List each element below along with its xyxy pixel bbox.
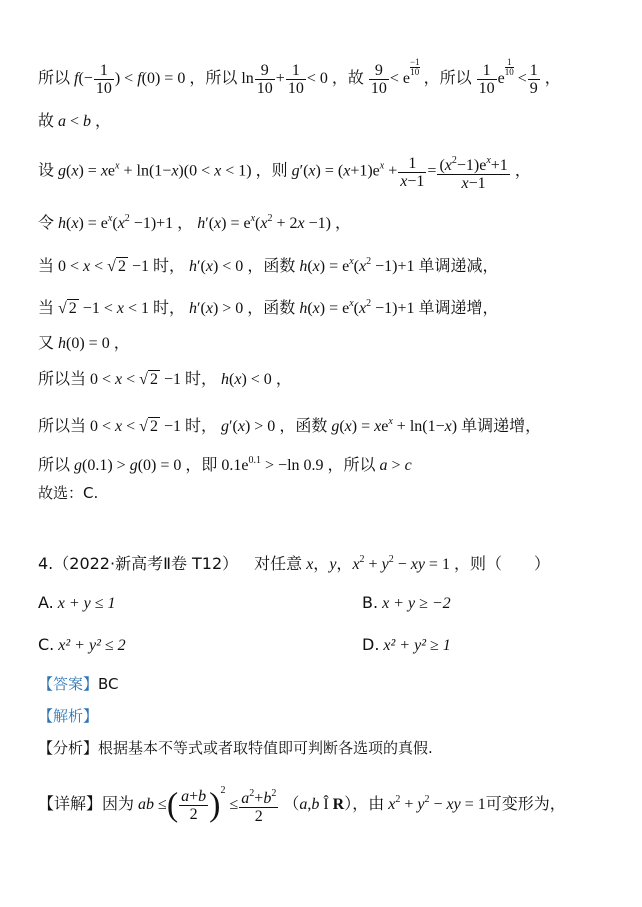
- xiangjie-tag: 【详解】: [38, 794, 103, 813]
- option-b[interactable]: B. x + y ≥ −2: [362, 593, 451, 612]
- answer-tag: 【答案】: [38, 675, 99, 693]
- fenxi-text: 根据基本不等式或者取特值即可判断各选项的真假.: [98, 739, 433, 757]
- fraction: $\frac{1}{9}$: [529, 61, 538, 97]
- solution-line-5: 当 0 < x < √ 2 −1 时， h′(x) < 0 ，函数 $h(x) = e^x(x^2 -1)+1$ 单调递减，: [38, 256, 499, 275]
- fraction: $\frac{9}{10}$: [370, 61, 387, 97]
- fraction: $\frac{(x^2-1)e^x+1}{x-1}$: [437, 152, 509, 192]
- solution-line-2: 故 a < b ，: [38, 111, 112, 130]
- solution-line-10: 所以 g(0.1) > g(0) = 0 ，即 $0.1e^{0.1} > -\ln$ 0.9 ，所以 a > c: [38, 455, 412, 474]
- answer-value: BC: [98, 675, 119, 693]
- xiangjie-line: 【详解】因为 ab ≤( $\frac{a+b}{2}$ )$^2$ ≤ $\frac{a^2+b^2}{2}$ （a,b Î R），由 $x^2 + y^2$ − xy = 1可变形为，: [38, 785, 566, 826]
- solution-line-1: 所以 f(− $\frac{1}{10}$ ) < f(0) = 0 ，所以 ln $\frac{9}{10}$ + $\frac{1}{10}$ < 0 ，故 $\frac{9}{10}$ < e $\frac{-1}{10}$ ，所以 $\frac{1}{10}$ e $\frac{1}{10}$ < $\frac{1}{9}$ ，: [38, 57, 561, 97]
- solution-conclusion: 故选：C.: [38, 484, 99, 502]
- question-stem: 4.（2022·新高考Ⅱ卷 T12） 对任意 x，y，$x^2 + y^2$ − xy = 1 ，则（ ）: [38, 554, 550, 573]
- fraction: $\frac{1}{10}$: [95, 61, 112, 97]
- fraction: $\frac{a^2+b^2}{2}$: [239, 785, 278, 825]
- fraction: $\frac{1}{x-1}$: [400, 154, 425, 190]
- analysis-line: [38, 705, 98, 727]
- fraction: $\frac{1}{10}$: [287, 61, 304, 97]
- analysis-tag: 【解析】: [38, 707, 99, 725]
- fraction: $\frac{a+b}{2}$: [181, 787, 207, 823]
- fenxi-tag: 【分析】: [38, 739, 99, 757]
- solution-line-6: 当 √ 2 −1 < x < 1 时， h′(x) > 0 ，函数 $h(x) = e^x(x^2 -1)+1$ 单调递增，: [38, 298, 499, 317]
- option-c[interactable]: C. x² + y² ≤ 2: [38, 635, 126, 654]
- fenxi-line: [38, 737, 433, 759]
- fraction: $\frac{1}{10}$: [478, 61, 495, 97]
- option-d[interactable]: D. x² + y² ≥ 1: [362, 635, 451, 654]
- solution-line-9: 所以当 0 < x < √ 2 −1 时， g′(x) > 0 ，函数 $g(x) = xe^x + \ln(1-x)$ 单调递增，: [38, 416, 542, 435]
- solution-line-3: 设 $g(x) = xe^x + \ln(1-x)(0 < x < 1)$ ，则 $g'(x) = (x+1)e^x$ + $\frac{1}{x-1}$ = $\frac{(x^2-1)e^x+1}{x-1}$ ，: [38, 152, 531, 192]
- solution-line-4: 令 $h(x) = e^x(x^2 -1)+1$ ， $h'(x) = e^x(x^2 + 2x -1)$ ，: [38, 213, 351, 232]
- solution-line-8: 所以当 0 < x < √ 2 −1 时， h(x) < 0 ，: [38, 369, 292, 388]
- solution-line-7: 又 h(0) = 0 ，: [38, 333, 130, 352]
- option-a[interactable]: A. x + y ≤ 1: [38, 593, 116, 612]
- fraction: $\frac{9}{10}$: [256, 61, 273, 97]
- answer-line: [38, 673, 119, 695]
